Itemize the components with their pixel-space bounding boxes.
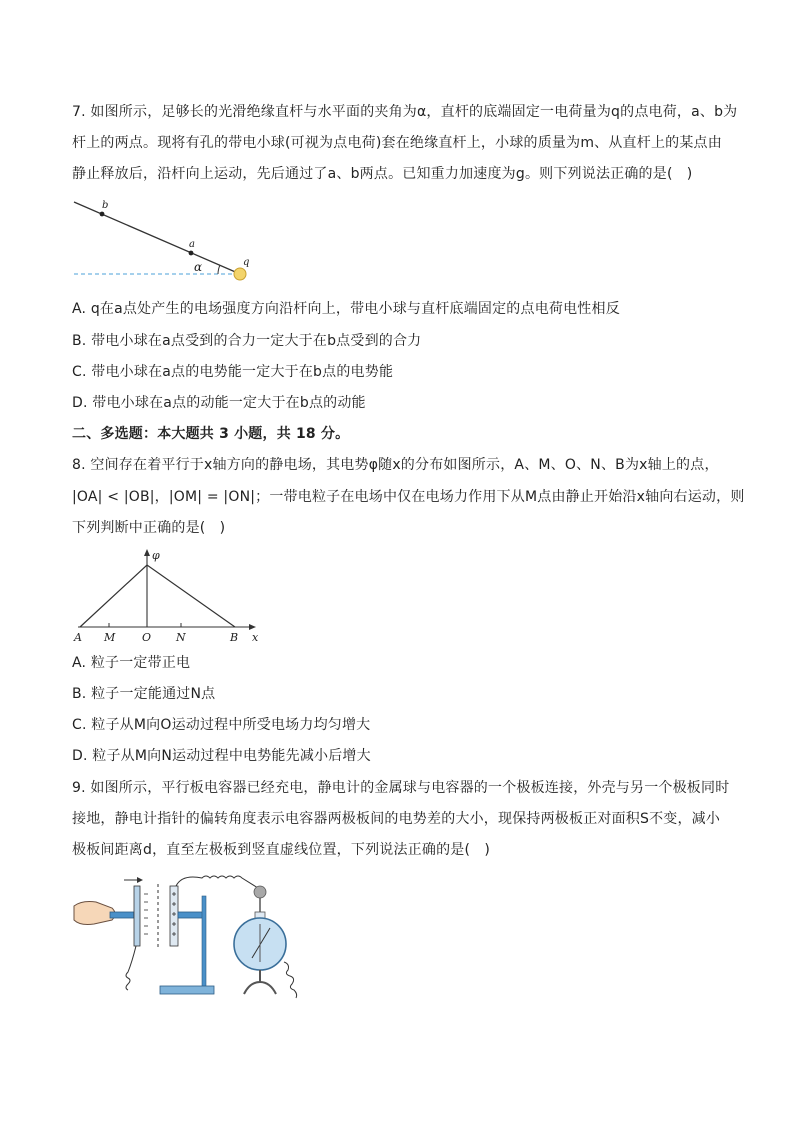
label-A: A [74,631,82,644]
ground-wire-left [126,946,136,990]
q9-stem-line-1: 9. 如图所示，平行板电容器已经充电，静电计的金属球与电容器的一个极板连接，外壳与另一个极板同时 [72,780,730,796]
q7-incline-rod-figure [70,198,260,288]
angle-arc [218,265,220,274]
q7-option-d: D. 带电小球在a点的动能一定大于在b点的动能 [72,395,366,411]
left-plate [134,886,140,946]
insulating-rod [110,912,134,918]
q7-option-b: B. 带电小球在a点受到的合力一定大于在b点受到的合力 [72,333,422,349]
electrometer-ball [254,886,266,898]
phi-axis-arrow [144,549,150,556]
q8-stem-line-1: 8. 空间存在着平行于x轴方向的静电场，其电势φ随x的分布如图所示，A、M、O、N、B为x轴上的点， [72,457,719,473]
hand [74,902,115,925]
q7-stem-line-2: 杆上的两点。现将有孔的带电小球(可视为点电荷)套在绝缘直杆上，小球的质量为m、从直杆上的某点由 [72,135,722,151]
label-B: B [230,631,239,644]
q9-stem-line-3: 极板间距离d，直至左极板到竖直虚线位置，下列说法正确的是( ) [72,842,491,858]
electrometer-legs [244,970,276,994]
label-a: a [189,239,195,250]
point-b [100,212,105,217]
q9-capacitor-electrometer-figure [72,872,322,1007]
q8-option-b: B. 粒子一定能通过N点 [72,686,216,702]
q7-option-a: A. q在a点处产生的电场强度方向沿杆向上，带电小球与直杆底端固定的点电荷电性相反 [72,301,620,317]
connecting-wire [176,876,258,888]
q7-stem-line-1: 7. 如图所示，足够长的光滑绝缘直杆与水平面的夹角为α，直杆的底端固定一电荷量为q的点电荷，a、b为 [72,104,738,120]
x-axis-arrow [249,624,256,630]
potential-curve [80,565,235,627]
label-q: q [243,257,250,268]
stand-clamp [178,912,204,918]
section-2-heading: 二、多选题：本大题共 3 小题，共 18 分。 [72,426,350,442]
motion-arrow-head [137,877,143,883]
label-alpha: α [194,260,203,274]
q8-option-d: D. 粒子从M向N运动过程中电势能先减小后增大 [72,748,371,764]
q8-potential-graph [70,545,270,645]
label-O: O [142,631,152,644]
rod [74,202,240,274]
ground-wire-right [284,962,297,998]
q8-stem-line-3: 下列判断中正确的是( ) [72,520,226,536]
q8-option-c: C. 粒子从M向O运动过程中所受电场力均匀增大 [72,717,371,733]
point-a [189,251,194,256]
label-x: x [252,631,259,644]
negative-charges [144,894,148,934]
q9-stem-line-2: 接地，静电计指针的偏转角度表示电容器两极板间的电势差的大小，现保持两极板正对面积S不变，减小 [72,811,721,827]
q8-stem-line-2: |OA| < |OB|，|OM| = |ON|；一带电粒子在电场中仅在电场力作用下从M点由静止开始沿x轴向右运动，则 [72,489,745,505]
q7-stem-line-3: 静止释放后，沿杆向上运动，先后通过了a、b两点。已知重力加速度为g。则下列说法正确的是( ) [72,166,693,182]
stand-base [160,986,214,994]
label-N: N [176,631,186,644]
label-phi: φ [152,549,160,562]
q7-option-c: C. 带电小球在a点的电势能一定大于在b点的电势能 [72,364,394,380]
stand-pole [202,896,206,988]
q8-option-a: A. 粒子一定带正电 [72,655,191,671]
point-charge-q [234,268,246,280]
label-M: M [104,631,116,644]
label-b: b [102,200,109,211]
